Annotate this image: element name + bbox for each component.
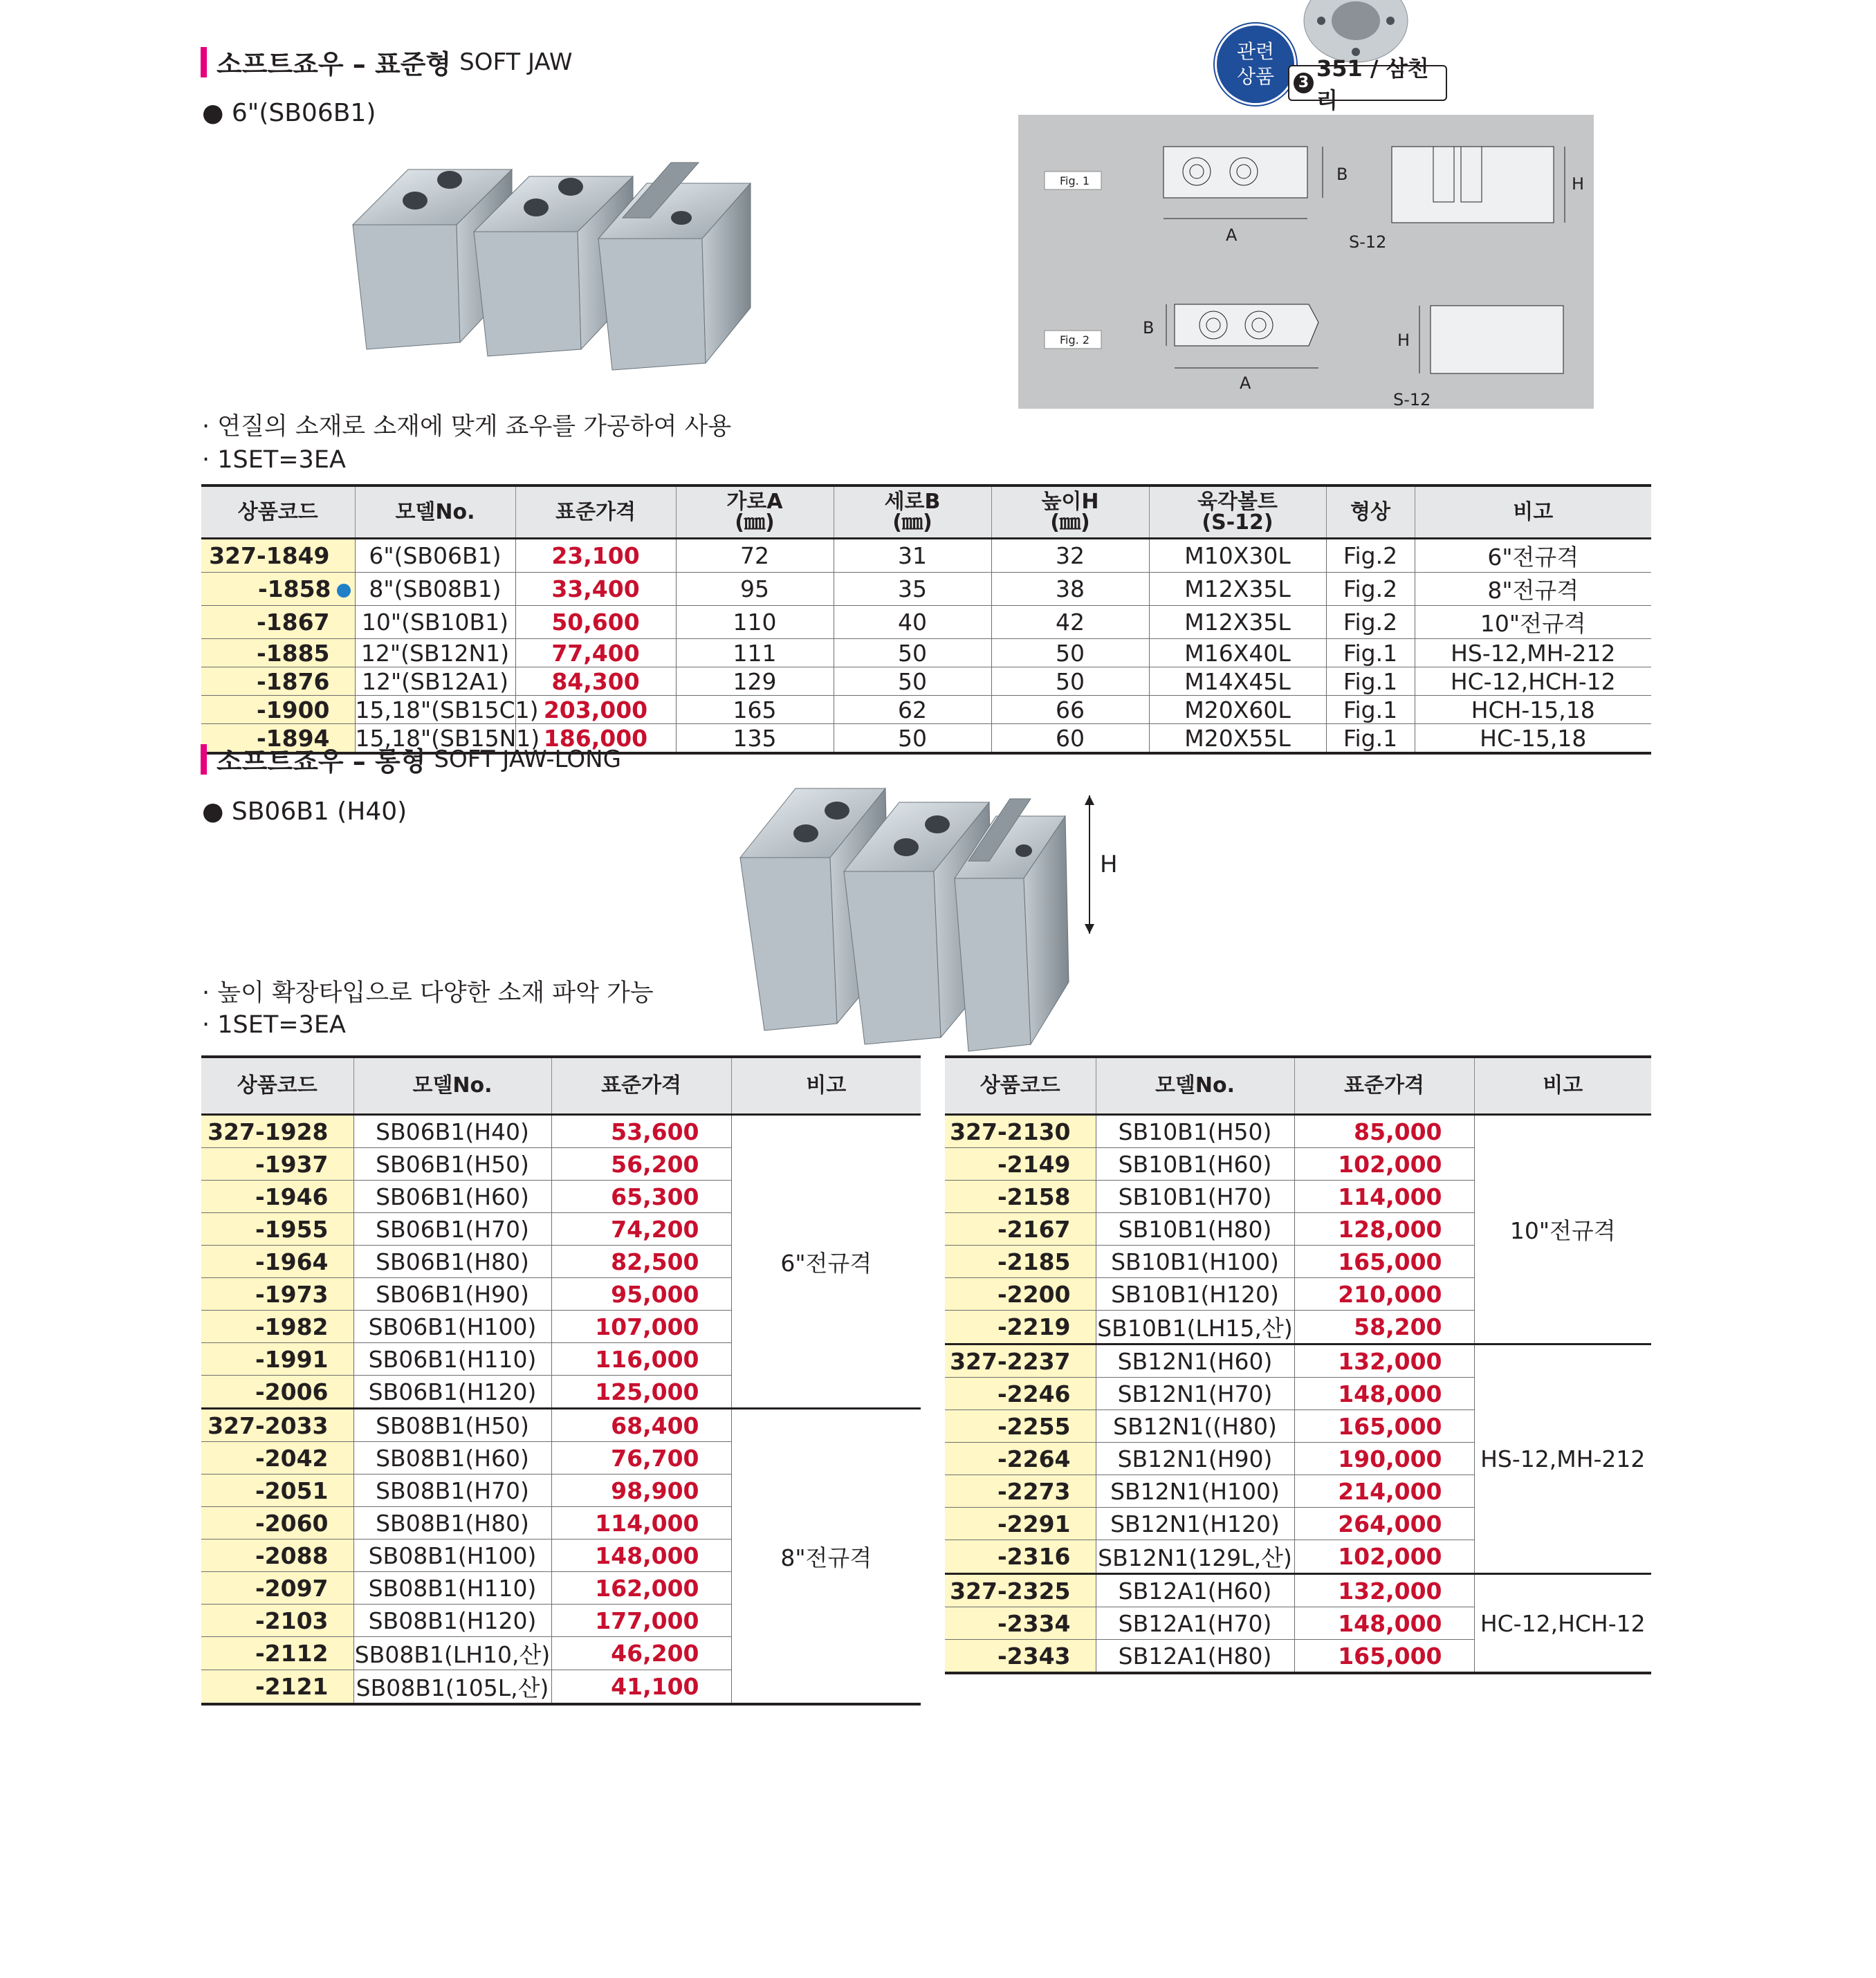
product-code-cell: -1894 [201, 724, 355, 754]
model-no-cell: SB06B1(H100) [353, 1311, 551, 1343]
header-code: 상품코드 [945, 1057, 1096, 1115]
model-no-cell: 15,18"(SB15C1) [355, 696, 539, 723]
section1-note-2: · 1SET=3EA [202, 446, 346, 474]
price-cell: 210,000 [1294, 1278, 1474, 1311]
price-cell: 98,900 [551, 1475, 731, 1507]
depth-b-cell: 62 [834, 696, 991, 724]
section2-note-2: · 1SET=3EA [202, 1011, 346, 1039]
table-row [201, 696, 1651, 724]
product-code-cell: -2149 [945, 1148, 1096, 1181]
price-cell: 53,600 [551, 1115, 731, 1148]
product-code-cell: -1946 [201, 1181, 353, 1213]
fig2-label: Fig. 2 [1060, 333, 1089, 346]
product-code-cell: -2185 [945, 1246, 1096, 1278]
price-cell: 177,000 [551, 1605, 731, 1637]
remark-cell: 10"전규격 [1415, 606, 1651, 639]
table-header-row [201, 486, 1651, 539]
price-cell: 148,000 [1294, 1607, 1474, 1640]
product-code-cell: -2060 [201, 1507, 353, 1540]
width-a-cell: 129 [676, 667, 834, 696]
product-code-cell: -1991 [201, 1343, 353, 1376]
standard-jaw-table-body [201, 539, 1651, 754]
price-cell: 186,000 [515, 724, 676, 754]
model-no-cell: SB08B1(H60) [353, 1442, 551, 1475]
model-no-cell: SB10B1(H60) [1096, 1148, 1294, 1181]
product-code-cell: -1937 [201, 1148, 353, 1181]
header-price: 표준가격 [551, 1057, 731, 1115]
fig2-dim-b: B [1143, 318, 1155, 338]
price-cell: 23,100 [515, 539, 676, 573]
section2-note-1: · 높이 확장타입으로 다양한 소재 파악 가능 [202, 979, 654, 1007]
hex-bolt-cell: M10X30L [1149, 539, 1326, 573]
price-cell: 114,000 [1294, 1181, 1474, 1213]
model-no-cell: SB08B1(H80) [353, 1507, 551, 1540]
model-no-cell: SB08B1(105L,산) [353, 1670, 551, 1705]
new-item-dot-icon [337, 584, 351, 598]
section1-title-en: SOFT JAW [459, 48, 573, 76]
table-row [201, 539, 1651, 573]
long-jaw-table-left [201, 1055, 921, 1706]
price-cell: 46,200 [551, 1637, 731, 1670]
header-width-a: 가로A (㎜) [676, 486, 834, 539]
price-cell: 58,200 [1294, 1311, 1474, 1344]
hex-bolt-cell: M20X55L [1149, 724, 1326, 754]
related-number-icon: 3 [1294, 73, 1314, 93]
long-jaw-table-right-body [945, 1115, 1651, 1674]
price-cell: 148,000 [551, 1540, 731, 1572]
height-h-cell: 38 [991, 573, 1149, 606]
width-a-cell: 72 [676, 539, 834, 573]
section2-title-en: SOFT JAW-LONG [434, 745, 621, 773]
model-no-cell: SB12N1(H60) [1096, 1344, 1294, 1378]
model-no-cell: SB12A1(H80) [1096, 1640, 1294, 1674]
product-code-cell: -1900 [201, 696, 355, 724]
price-cell: 41,100 [551, 1670, 731, 1705]
model-no-cell: SB06B1(H50) [353, 1148, 551, 1181]
product-code-cell: -1876 [201, 667, 355, 696]
long-jaw-table-right [945, 1055, 1651, 1674]
width-a-cell: 111 [676, 639, 834, 667]
price-cell: 125,000 [551, 1376, 731, 1409]
price-cell: 128,000 [1294, 1213, 1474, 1246]
table-row [201, 573, 1651, 606]
dimension-diagram [1018, 115, 1594, 409]
remark-cell: HCH-15,18 [1415, 696, 1651, 724]
model-no-cell: SB12N1(H70) [1096, 1378, 1294, 1410]
header-shape: 형상 [1326, 486, 1415, 539]
product-code-cell: -2088 [201, 1540, 353, 1572]
shape-cell: Fig.1 [1326, 696, 1415, 724]
table-header-row [945, 1057, 1651, 1115]
price-cell: 65,300 [551, 1181, 731, 1213]
price-cell: 95,000 [551, 1278, 731, 1311]
product-code-cell: -1955 [201, 1213, 353, 1246]
price-cell: 82,500 [551, 1246, 731, 1278]
price-cell: 76,700 [551, 1442, 731, 1475]
product-code-cell: -2051 [201, 1475, 353, 1507]
price-cell: 68,400 [551, 1409, 731, 1442]
product-code-cell: -2255 [945, 1410, 1096, 1443]
section2-model: ● SB06B1 (H40) [202, 797, 407, 826]
header-model: 모델No. [353, 1057, 551, 1115]
remark-cell: HC-12,HCH-12 [1415, 667, 1651, 696]
height-h-cell: 60 [991, 724, 1149, 754]
table-row [201, 1115, 921, 1148]
product-code-cell: -1982 [201, 1311, 353, 1343]
price-cell: 132,000 [1294, 1574, 1474, 1607]
header-model: 모델No. [1096, 1057, 1294, 1115]
height-h-cell: 50 [991, 639, 1149, 667]
product-code-cell: -2042 [201, 1442, 353, 1475]
model-no-cell: SB06B1(H40) [353, 1115, 551, 1148]
remark-cell: 6"전규격 [731, 1115, 921, 1409]
product-code-cell: -2246 [945, 1378, 1096, 1410]
hex-bolt-cell: M12X35L [1149, 573, 1326, 606]
model-no-cell: SB08B1(H70) [353, 1475, 551, 1507]
product-code-cell: -2103 [201, 1605, 353, 1637]
depth-b-cell: 50 [834, 667, 991, 696]
product-code-cell: 327-1849 [201, 539, 355, 573]
soft-jaw-long-photo [733, 747, 1121, 1051]
price-cell: 165,000 [1294, 1410, 1474, 1443]
table-row [201, 1409, 921, 1442]
model-no-cell: SB06B1(H90) [353, 1278, 551, 1311]
product-code-cell: -2343 [945, 1640, 1096, 1674]
table-row [945, 1574, 1651, 1607]
model-no-cell: SB10B1(H80) [1096, 1213, 1294, 1246]
fig1-dim-a: A [1226, 225, 1238, 245]
dimension-drawing [1018, 115, 1594, 409]
remark-cell: HC-12,HCH-12 [1474, 1574, 1651, 1674]
price-cell: 214,000 [1294, 1475, 1474, 1508]
section1-note-1: · 연질의 소재로 소재에 맞게 죠우를 가공하여 사용 [202, 413, 732, 441]
remark-cell: HC-15,18 [1415, 724, 1651, 754]
model-no-cell: SB10B1(H50) [1096, 1115, 1294, 1148]
model-no-cell: SB10B1(H120) [1096, 1278, 1294, 1311]
model-no-cell: SB12N1(H100) [1096, 1475, 1294, 1508]
header-remark: 비고 [1474, 1057, 1651, 1115]
shape-cell: Fig.1 [1326, 639, 1415, 667]
product-code-cell: -1858 [201, 573, 355, 606]
section1-model-text: 6"(SB06B1) [231, 99, 376, 127]
product-code-cell: -1867 [201, 606, 355, 639]
section1-title [201, 43, 572, 81]
price-cell: 85,000 [1294, 1115, 1474, 1148]
price-cell: 165,000 [1294, 1246, 1474, 1278]
badge-line2: 상품 [1236, 65, 1275, 88]
product-code-cell: -2121 [201, 1670, 353, 1705]
product-code-cell: -2200 [945, 1278, 1096, 1311]
remark-cell: 8"전규격 [1415, 573, 1651, 606]
product-code-cell: -1973 [201, 1278, 353, 1311]
model-no-cell: SB10B1(H70) [1096, 1181, 1294, 1213]
table-header-row [201, 1057, 921, 1115]
header-price: 표준가격 [1294, 1057, 1474, 1115]
product-code-cell: -2112 [201, 1637, 353, 1670]
table-row [201, 639, 1651, 667]
product-code-cell: -1885 [201, 639, 355, 667]
fig2-dim-h: H [1397, 331, 1410, 350]
remark-cell: HS-12,MH-212 [1415, 639, 1651, 667]
depth-b-cell: 35 [834, 573, 991, 606]
price-cell: 190,000 [1294, 1443, 1474, 1475]
model-no-cell: SB06B1(H70) [353, 1213, 551, 1246]
price-cell: 132,000 [1294, 1344, 1474, 1378]
model-no-cell: 8"(SB08B1) [355, 573, 515, 606]
soft-jaw-standard-photo [339, 142, 768, 384]
table-row [201, 667, 1651, 696]
price-cell: 148,000 [1294, 1378, 1474, 1410]
hex-bolt-cell: M12X35L [1149, 606, 1326, 639]
model-no-cell: SB12A1(H60) [1096, 1574, 1294, 1607]
price-cell: 50,600 [515, 606, 676, 639]
section1-title-ko: 소프트죠우 – 표준형 [217, 49, 452, 80]
product-code-cell: -2334 [945, 1607, 1096, 1640]
header-remark: 비고 [1415, 486, 1651, 539]
product-code-cell: -2264 [945, 1443, 1096, 1475]
product-code-cell: 327-1928 [201, 1115, 353, 1148]
width-a-cell: 95 [676, 573, 834, 606]
height-h-cell: 66 [991, 696, 1149, 724]
related-product-badge[interactable] [1215, 24, 1296, 105]
price-cell: 116,000 [551, 1343, 731, 1376]
remark-cell: HS-12,MH-212 [1474, 1344, 1651, 1574]
long-jaw-table-left-body [201, 1115, 921, 1705]
model-no-cell: SB10B1(H100) [1096, 1246, 1294, 1278]
remark-cell: 10"전규격 [1474, 1115, 1651, 1344]
fig1-label: Fig. 1 [1060, 174, 1089, 187]
width-a-cell: 135 [676, 724, 834, 754]
header-height-h: 높이H (㎜) [991, 486, 1149, 539]
fig2-dim-a: A [1240, 373, 1251, 393]
price-cell: 107,000 [551, 1311, 731, 1343]
remark-cell: 8"전규격 [731, 1409, 921, 1705]
product-code-cell: -2316 [945, 1540, 1096, 1574]
table-row [201, 606, 1651, 639]
model-no-cell: SB08B1(LH10,산) [353, 1637, 551, 1670]
section1-model: ● 6"(SB06B1) [202, 99, 376, 127]
width-a-cell: 165 [676, 696, 834, 724]
depth-b-cell: 50 [834, 724, 991, 754]
price-cell: 56,200 [551, 1148, 731, 1181]
model-no-cell: 12"(SB12A1) [355, 667, 515, 696]
price-cell: 102,000 [1294, 1540, 1474, 1574]
height-h-cell: 32 [991, 539, 1149, 573]
remark-cell: 6"전규격 [1415, 539, 1651, 573]
model-no-cell: SB08B1(H120) [353, 1605, 551, 1637]
section2-title [201, 740, 621, 778]
height-dimension-label: H [1100, 851, 1118, 878]
related-product-text: 351 / 삼천리 [1316, 55, 1429, 113]
price-cell: 165,000 [1294, 1640, 1474, 1674]
height-h-cell: 42 [991, 606, 1149, 639]
product-code-cell: -2219 [945, 1311, 1096, 1344]
depth-b-cell: 50 [834, 639, 991, 667]
related-product-link[interactable] [1288, 55, 1447, 113]
section2-title-ko: 소프트죠우 – 롱형 [217, 746, 426, 777]
title-accent-bar [201, 744, 207, 775]
hex-bolt-cell: M14X45L [1149, 667, 1326, 696]
model-no-cell: SB12N1(H120) [1096, 1508, 1294, 1540]
price-cell: 102,000 [1294, 1148, 1474, 1181]
price-cell: 162,000 [551, 1572, 731, 1605]
product-code-cell: -2291 [945, 1508, 1096, 1540]
fig1-dim-h: H [1572, 174, 1585, 194]
model-no-cell: SB06B1(H60) [353, 1181, 551, 1213]
section2-model-text: SB06B1 (H40) [231, 797, 407, 826]
model-no-cell: SB12N1((H80) [1096, 1410, 1294, 1443]
model-no-cell: 10"(SB10B1) [355, 606, 515, 639]
width-a-cell: 110 [676, 606, 834, 639]
product-code-cell: -2006 [201, 1376, 353, 1409]
shape-cell: Fig.1 [1326, 724, 1415, 754]
model-no-cell: SB12N1(129L,산) [1096, 1540, 1294, 1574]
model-no-cell: SB12A1(H70) [1096, 1607, 1294, 1640]
fig1-s12: S-12 [1349, 232, 1387, 252]
price-cell: 203,000 [515, 696, 676, 724]
price-cell: 33,400 [515, 573, 676, 606]
fig2-s12: S-12 [1393, 390, 1431, 409]
model-no-cell: SB06B1(H80) [353, 1246, 551, 1278]
product-code-cell: 327-2130 [945, 1115, 1096, 1148]
model-no-cell: 12"(SB12N1) [355, 639, 515, 667]
badge-line1: 관련 [1236, 40, 1275, 63]
hex-bolt-cell: M16X40L [1149, 639, 1326, 667]
product-code-cell: -2097 [201, 1572, 353, 1605]
title-accent-bar [201, 47, 207, 77]
model-no-cell: 15,18"(SB15N1) [355, 724, 515, 754]
shape-cell: Fig.2 [1326, 539, 1415, 573]
price-cell: 84,300 [515, 667, 676, 696]
product-code-cell: -2158 [945, 1181, 1096, 1213]
header-code: 상품코드 [201, 486, 355, 539]
header-remark: 비고 [731, 1057, 921, 1115]
price-cell: 114,000 [551, 1507, 731, 1540]
header-model: 모델No. [355, 486, 515, 539]
shape-cell: Fig.2 [1326, 606, 1415, 639]
product-code-cell: 327-2237 [945, 1344, 1096, 1378]
price-cell: 264,000 [1294, 1508, 1474, 1540]
depth-b-cell: 40 [834, 606, 991, 639]
price-cell: 77,400 [515, 639, 676, 667]
header-price: 표준가격 [515, 486, 676, 539]
hex-bolt-cell: M20X60L [1149, 696, 1326, 724]
standard-jaw-table [201, 484, 1651, 755]
price-cell: 74,200 [551, 1213, 731, 1246]
table-row [945, 1115, 1651, 1148]
header-code: 상품코드 [201, 1057, 353, 1115]
header-hex-bolt: 육각볼트 (S-12) [1149, 486, 1326, 539]
model-no-cell: SB06B1(H120) [353, 1376, 551, 1409]
product-code-cell: -1964 [201, 1246, 353, 1278]
depth-b-cell: 31 [834, 539, 991, 573]
model-no-cell: SB08B1(H100) [353, 1540, 551, 1572]
table-row [945, 1344, 1651, 1378]
model-no-cell: SB08B1(H50) [353, 1409, 551, 1442]
product-code-cell: -2167 [945, 1213, 1096, 1246]
height-h-cell: 50 [991, 667, 1149, 696]
model-no-cell: 6"(SB06B1) [355, 539, 515, 573]
shape-cell: Fig.2 [1326, 573, 1415, 606]
model-no-cell: SB12N1(H90) [1096, 1443, 1294, 1475]
product-code-cell: 327-2325 [945, 1574, 1096, 1607]
model-no-cell: SB06B1(H110) [353, 1343, 551, 1376]
header-depth-b: 세로B (㎜) [834, 486, 991, 539]
product-code-cell: 327-2033 [201, 1409, 353, 1442]
shape-cell: Fig.1 [1326, 667, 1415, 696]
model-no-cell: SB10B1(LH15,산) [1096, 1311, 1294, 1344]
fig1-dim-b: B [1336, 165, 1348, 184]
model-no-cell: SB08B1(H110) [353, 1572, 551, 1605]
product-code-cell: -2273 [945, 1475, 1096, 1508]
